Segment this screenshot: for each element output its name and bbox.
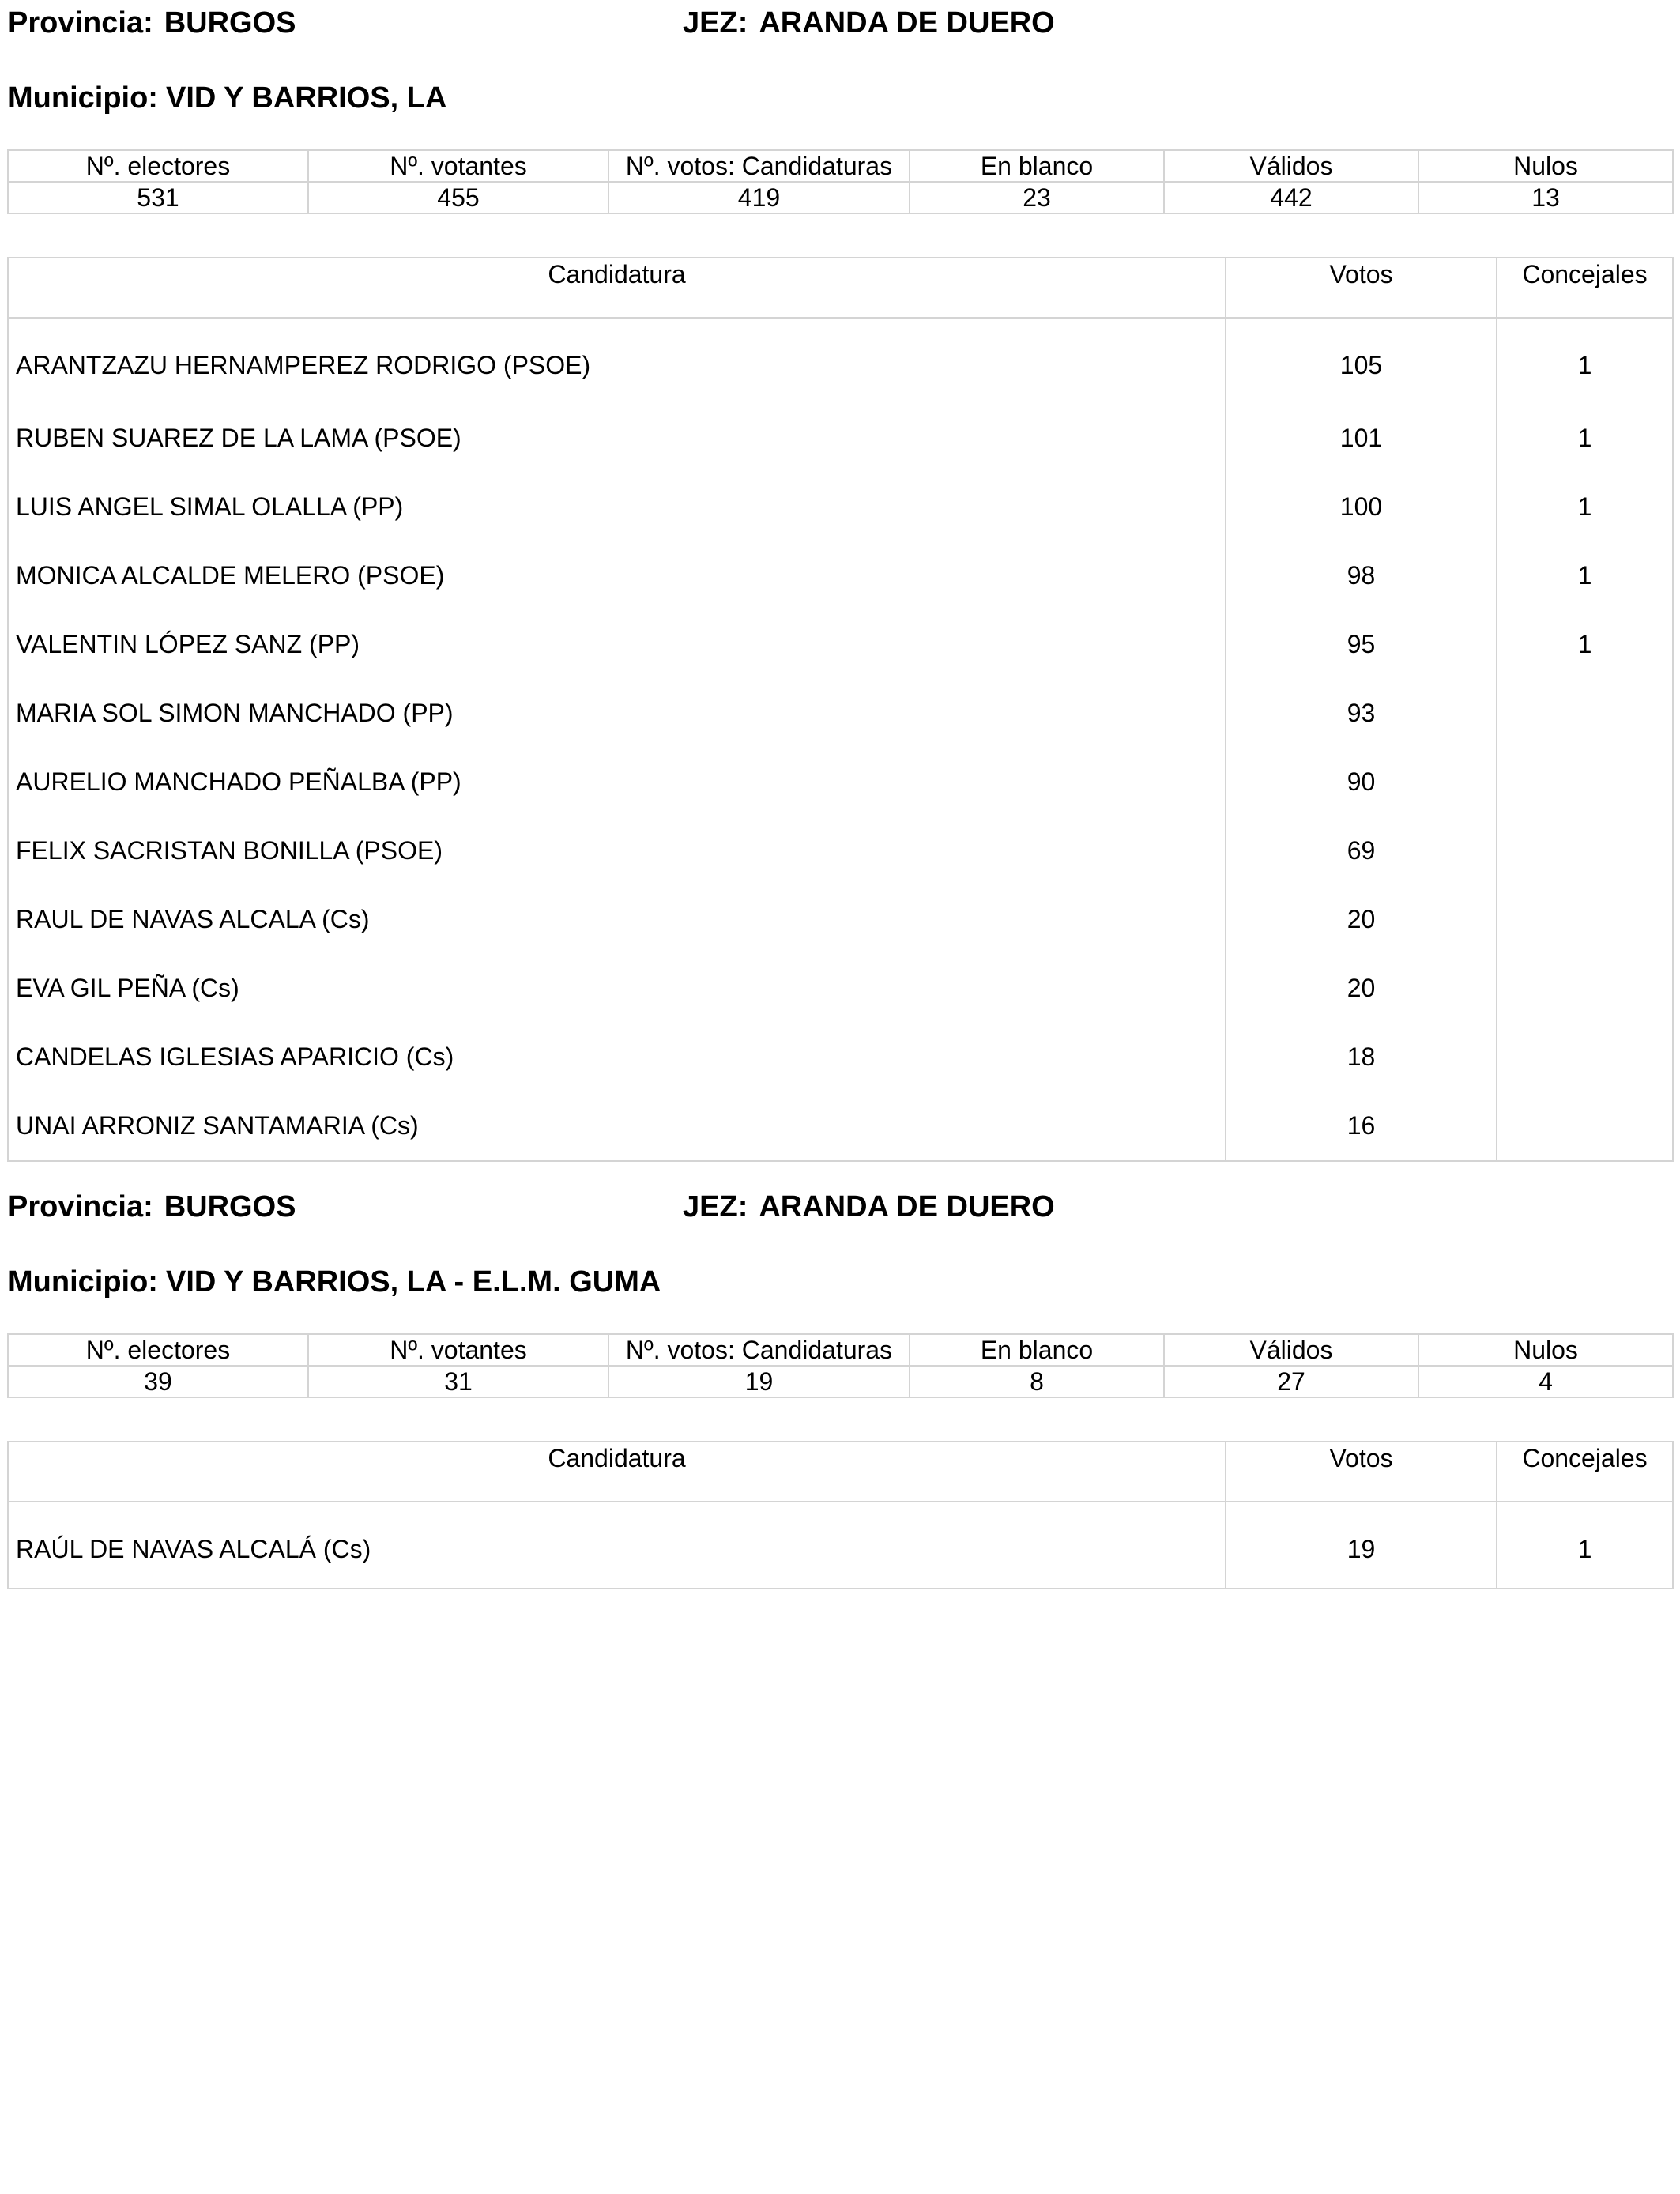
- jez-label: JEZ:: [683, 6, 748, 40]
- stats-header-validos: Válidos: [1164, 1334, 1418, 1366]
- provincia-line: [8, 6, 296, 41]
- provincia-label: Provincia:: [8, 1190, 153, 1223]
- candidates-header-row: [8, 1442, 1673, 1502]
- provincia-value: BURGOS: [164, 1190, 296, 1223]
- candidate-row: [8, 679, 1673, 748]
- candidate-concejales: [1497, 954, 1673, 1023]
- jez-value: ARANDA DE DUERO: [759, 1190, 1055, 1223]
- stats-header-votantes: Nº. votantes: [308, 1334, 608, 1366]
- stats-header-en-blanco: En blanco: [910, 1334, 1164, 1366]
- stats-value-votantes: 31: [308, 1366, 608, 1397]
- candidate-row: [8, 610, 1673, 679]
- stats-header-electores: Nº. electores: [8, 1334, 308, 1366]
- stats-header-validos: Válidos: [1164, 150, 1418, 182]
- candidate-row: [8, 816, 1673, 885]
- candidate-row: [8, 541, 1673, 610]
- candidate-row: [8, 318, 1673, 404]
- candidate-concejales: [1497, 816, 1673, 885]
- candidate-votes: 93: [1226, 679, 1497, 748]
- candidate-votes: 90: [1226, 748, 1497, 816]
- candidates-table: [7, 1441, 1674, 1589]
- stats-header-row: [8, 150, 1673, 182]
- candidate-votes: 98: [1226, 541, 1497, 610]
- candidate-row: [8, 1091, 1673, 1161]
- stats-table: [7, 1333, 1674, 1398]
- municipio-label: Municipio:: [8, 1265, 158, 1299]
- candidate-votes: 20: [1226, 885, 1497, 954]
- stats-value-electores: 39: [8, 1366, 308, 1397]
- stats-header-row: [8, 1334, 1673, 1366]
- stats-header-votos-candidaturas: Nº. votos: Candidaturas: [608, 1334, 910, 1366]
- stats-header-nulos: Nulos: [1418, 1334, 1673, 1366]
- candidate-votes: 95: [1226, 610, 1497, 679]
- jez-line: [683, 1190, 1055, 1225]
- candidate-name: EVA GIL PEÑA (Cs): [8, 954, 1226, 1023]
- stats-value-nulos: 13: [1418, 182, 1673, 213]
- stats-header-votos-candidaturas: Nº. votos: Candidaturas: [608, 150, 910, 182]
- candidate-row: [8, 473, 1673, 541]
- stats-header-votantes: Nº. votantes: [308, 150, 608, 182]
- stats-value-votos-candidaturas: 19: [608, 1366, 910, 1397]
- candidate-row: [8, 954, 1673, 1023]
- candidate-name: CANDELAS IGLESIAS APARICIO (Cs): [8, 1023, 1226, 1091]
- stats-value-row: [8, 182, 1673, 213]
- header-candidatura: Candidatura: [8, 258, 1226, 318]
- stats-value-electores: 531: [8, 182, 308, 213]
- candidate-votes: 18: [1226, 1023, 1497, 1091]
- stats-value-votantes: 455: [308, 182, 608, 213]
- stats-header-electores: Nº. electores: [8, 150, 308, 182]
- municipio-line: [8, 1265, 661, 1299]
- candidate-name: AURELIO MANCHADO PEÑALBA (PP): [8, 748, 1226, 816]
- candidate-name: RUBEN SUAREZ DE LA LAMA (PSOE): [8, 404, 1226, 473]
- candidate-concejales: 1: [1497, 318, 1673, 404]
- candidate-concejales: 1: [1497, 473, 1673, 541]
- candidate-concejales: 1: [1497, 404, 1673, 473]
- candidate-row: [8, 404, 1673, 473]
- candidate-concejales: 1: [1497, 1502, 1673, 1589]
- candidate-name: FELIX SACRISTAN BONILLA (PSOE): [8, 816, 1226, 885]
- header-votos: Votos: [1226, 258, 1497, 318]
- municipio-value: VID Y BARRIOS, LA - E.L.M. GUMA: [165, 1265, 661, 1299]
- stats-value-validos: 27: [1164, 1366, 1418, 1397]
- candidates-table: [7, 257, 1674, 1162]
- jez-value: ARANDA DE DUERO: [759, 6, 1055, 40]
- stats-header-en-blanco: En blanco: [910, 150, 1164, 182]
- municipio-line: [8, 81, 446, 115]
- candidate-concejales: [1497, 1023, 1673, 1091]
- candidate-votes: 101: [1226, 404, 1497, 473]
- municipio-label: Municipio:: [8, 81, 158, 115]
- provincia-value: BURGOS: [164, 6, 296, 40]
- candidate-votes: 100: [1226, 473, 1497, 541]
- candidate-name: MONICA ALCALDE MELERO (PSOE): [8, 541, 1226, 610]
- stats-table: [7, 149, 1674, 214]
- candidate-votes: 105: [1226, 318, 1497, 404]
- provincia-line: [8, 1190, 296, 1225]
- header-concejales: Concejales: [1497, 1442, 1673, 1502]
- candidate-name: RAUL DE NAVAS ALCALA (Cs): [8, 885, 1226, 954]
- header-concejales: Concejales: [1497, 258, 1673, 318]
- candidate-concejales: 1: [1497, 610, 1673, 679]
- candidate-concejales: [1497, 679, 1673, 748]
- stats-value-validos: 442: [1164, 182, 1418, 213]
- stats-value-en-blanco: 8: [910, 1366, 1164, 1397]
- candidate-name: MARIA SOL SIMON MANCHADO (PP): [8, 679, 1226, 748]
- stats-header-nulos: Nulos: [1418, 150, 1673, 182]
- stats-value-en-blanco: 23: [910, 182, 1164, 213]
- provincia-label: Provincia:: [8, 6, 153, 40]
- candidate-row: [8, 748, 1673, 816]
- candidate-name: LUIS ANGEL SIMAL OLALLA (PP): [8, 473, 1226, 541]
- stats-value-row: [8, 1366, 1673, 1397]
- candidate-concejales: [1497, 748, 1673, 816]
- candidate-concejales: [1497, 885, 1673, 954]
- candidate-row: [8, 1502, 1673, 1589]
- header-candidatura: Candidatura: [8, 1442, 1226, 1502]
- candidate-name: ARANTZAZU HERNAMPEREZ RODRIGO (PSOE): [8, 318, 1226, 404]
- jez-label: JEZ:: [683, 1190, 748, 1223]
- candidate-name: RAÚL DE NAVAS ALCALÁ (Cs): [8, 1502, 1226, 1589]
- candidate-votes: 20: [1226, 954, 1497, 1023]
- candidate-votes: 19: [1226, 1502, 1497, 1589]
- candidate-name: UNAI ARRONIZ SANTAMARIA (Cs): [8, 1091, 1226, 1161]
- candidate-row: [8, 885, 1673, 954]
- candidate-votes: 16: [1226, 1091, 1497, 1161]
- municipio-value: VID Y BARRIOS, LA: [165, 81, 447, 115]
- candidate-name: VALENTIN LÓPEZ SANZ (PP): [8, 610, 1226, 679]
- candidates-header-row: [8, 258, 1673, 318]
- header-votos: Votos: [1226, 1442, 1497, 1502]
- candidate-concejales: 1: [1497, 541, 1673, 610]
- candidate-concejales: [1497, 1091, 1673, 1161]
- jez-line: [683, 6, 1055, 41]
- stats-value-votos-candidaturas: 419: [608, 182, 910, 213]
- stats-value-nulos: 4: [1418, 1366, 1673, 1397]
- candidate-row: [8, 1023, 1673, 1091]
- candidate-votes: 69: [1226, 816, 1497, 885]
